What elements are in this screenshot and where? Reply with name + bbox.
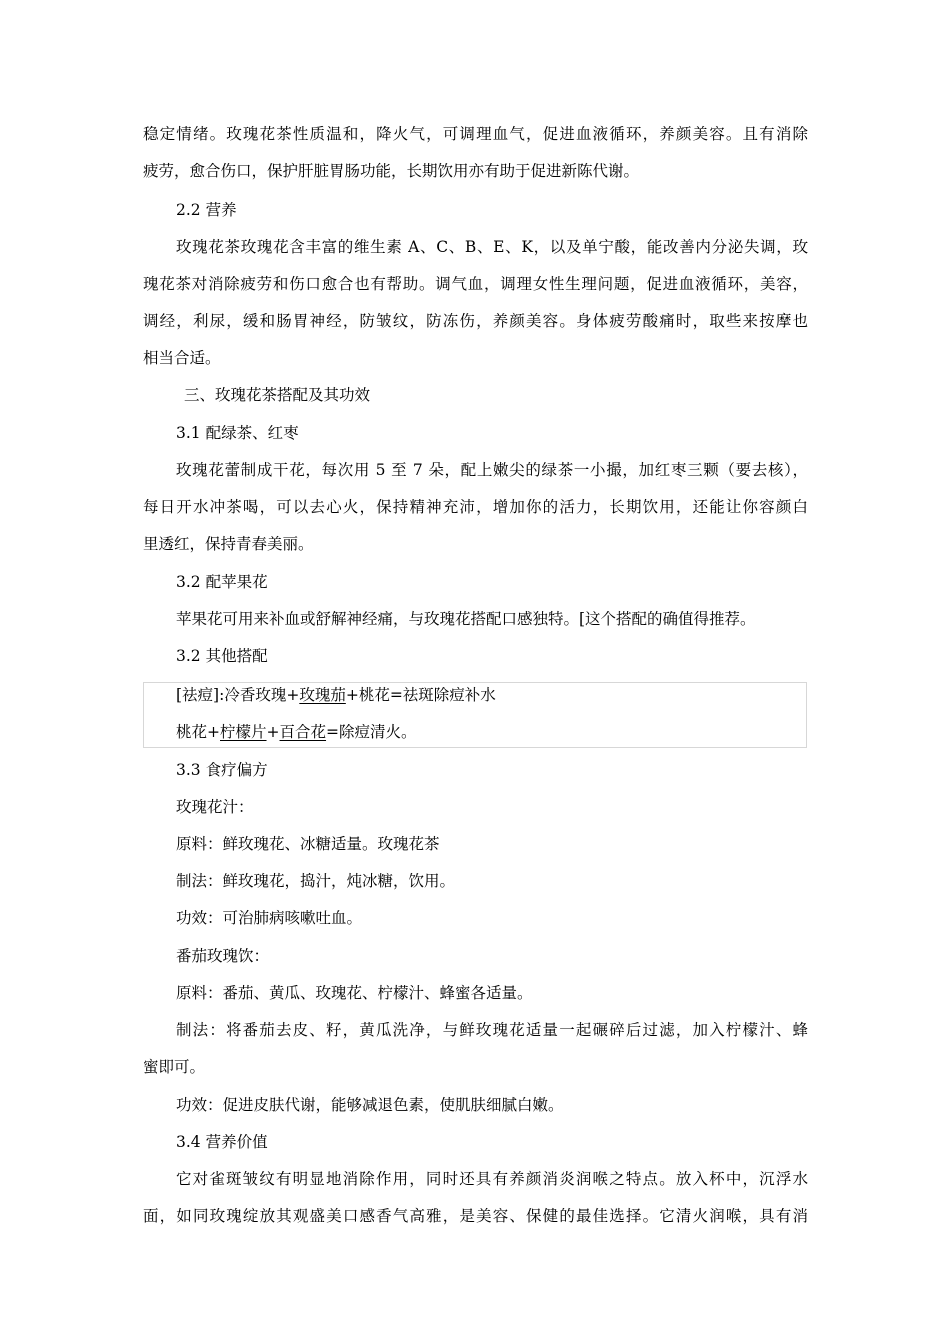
body-text-line: 相当合适。 (143, 349, 221, 367)
section-heading: 3.2 配苹果花 (176, 573, 268, 591)
body-text-line: 调经，利尿，缓和肠胃神经，防皱纹，防冻伤，养颜美容。身体疲劳酸痛时，取些来按摩也 (143, 312, 808, 330)
body-text-line: 瑰花茶对消除疲劳和伤口愈合也有帮助。调气血，调理女性生理问题，促进血液循环，美容， (143, 275, 808, 293)
chapter-heading: 三、玫瑰花茶搭配及其功效 (184, 386, 371, 404)
body-text-line: 每日开水冲茶喝，可以去心火，保持精神充沛，增加你的活力，长期饮用，还能让你容颜白 (143, 498, 808, 516)
recipe-line: 原料：鲜玫瑰花、冰糖适量。玫瑰花茶 (176, 835, 440, 853)
body-text-line: 苹果花可用来补血或舒解神经痛，与玫瑰花搭配口感独特。[这个搭配的确值得推荐。 (176, 610, 756, 628)
body-text-line: 里透红，保持青春美丽。 (143, 535, 314, 553)
body-text-line: 它对雀斑皱纹有明显地消除作用，同时还具有养颜消炎润喉之特点。放入杯中，沉浮水 (176, 1170, 808, 1188)
hyperlink-lily[interactable]: 百合花 (279, 723, 327, 741)
recipe-line: 原料：番茄、黄瓜、玫瑰花、柠檬汁、蜂蜜各适量。 (176, 984, 533, 1002)
hyperlink-lemon-slice[interactable]: 柠檬片 (220, 723, 267, 741)
section-heading: 3.1 配绿茶、红枣 (176, 424, 299, 442)
combination-line: [祛痘]:冷香玫瑰+玫瑰茄+桃花=祛斑除痘补水 (176, 686, 496, 704)
body-text-line: 玫瑰花蕾制成干花，每次用 5 至 7 朵，配上嫩尖的绿茶一小撮，加红枣三颗（要去核）， (176, 461, 808, 479)
section-heading: 3.2 其他搭配 (176, 647, 268, 665)
body-text-line: 面，如同玫瑰绽放其观盛美口感香气高雅，是美容、保健的最佳选择。它清火润喉，具有消 (143, 1207, 808, 1225)
section-heading: 2.2 营养 (176, 201, 237, 219)
section-heading: 3.3 食疗偏方 (176, 761, 268, 779)
body-text-line: 疲劳，愈合伤口，保护肝脏胃肠功能，长期饮用亦有助于促进新陈代谢。 (143, 162, 640, 180)
recipe-line: 功效：可治肺病咳嗽吐血。 (176, 909, 363, 927)
hyperlink-roselle[interactable]: 玫瑰茄 (299, 686, 346, 704)
recipe-line: 蜜即可。 (143, 1058, 206, 1076)
body-text-line: 玫瑰花茶玫瑰花含丰富的维生素 A、C、B、E、K，以及单宁酸，能改善内分泌失调，玫 (176, 238, 808, 256)
recipe-title: 番茄玫瑰饮： (176, 947, 270, 965)
recipe-line: 制法：将番茄去皮、籽，黄瓜洗净，与鲜玫瑰花适量一起碾碎后过滤，加入柠檬汁、蜂 (176, 1021, 808, 1039)
recipe-title: 玫瑰花汁： (176, 798, 254, 816)
body-text-line: 稳定情绪。玫瑰花茶性质温和，降火气，可调理血气，促进血液循环，养颜美容。且有消除 (143, 125, 808, 143)
section-heading: 3.4 营养价值 (176, 1133, 268, 1151)
recipe-line: 功效：促进皮肤代谢，能够减退色素，使肌肤细腻白嫩。 (176, 1096, 564, 1114)
combination-line: 桃花+柠檬片+百合花=除痘清火。 (176, 723, 417, 741)
recipe-line: 制法：鲜玫瑰花，捣汁，炖冰糖，饮用。 (176, 872, 456, 890)
